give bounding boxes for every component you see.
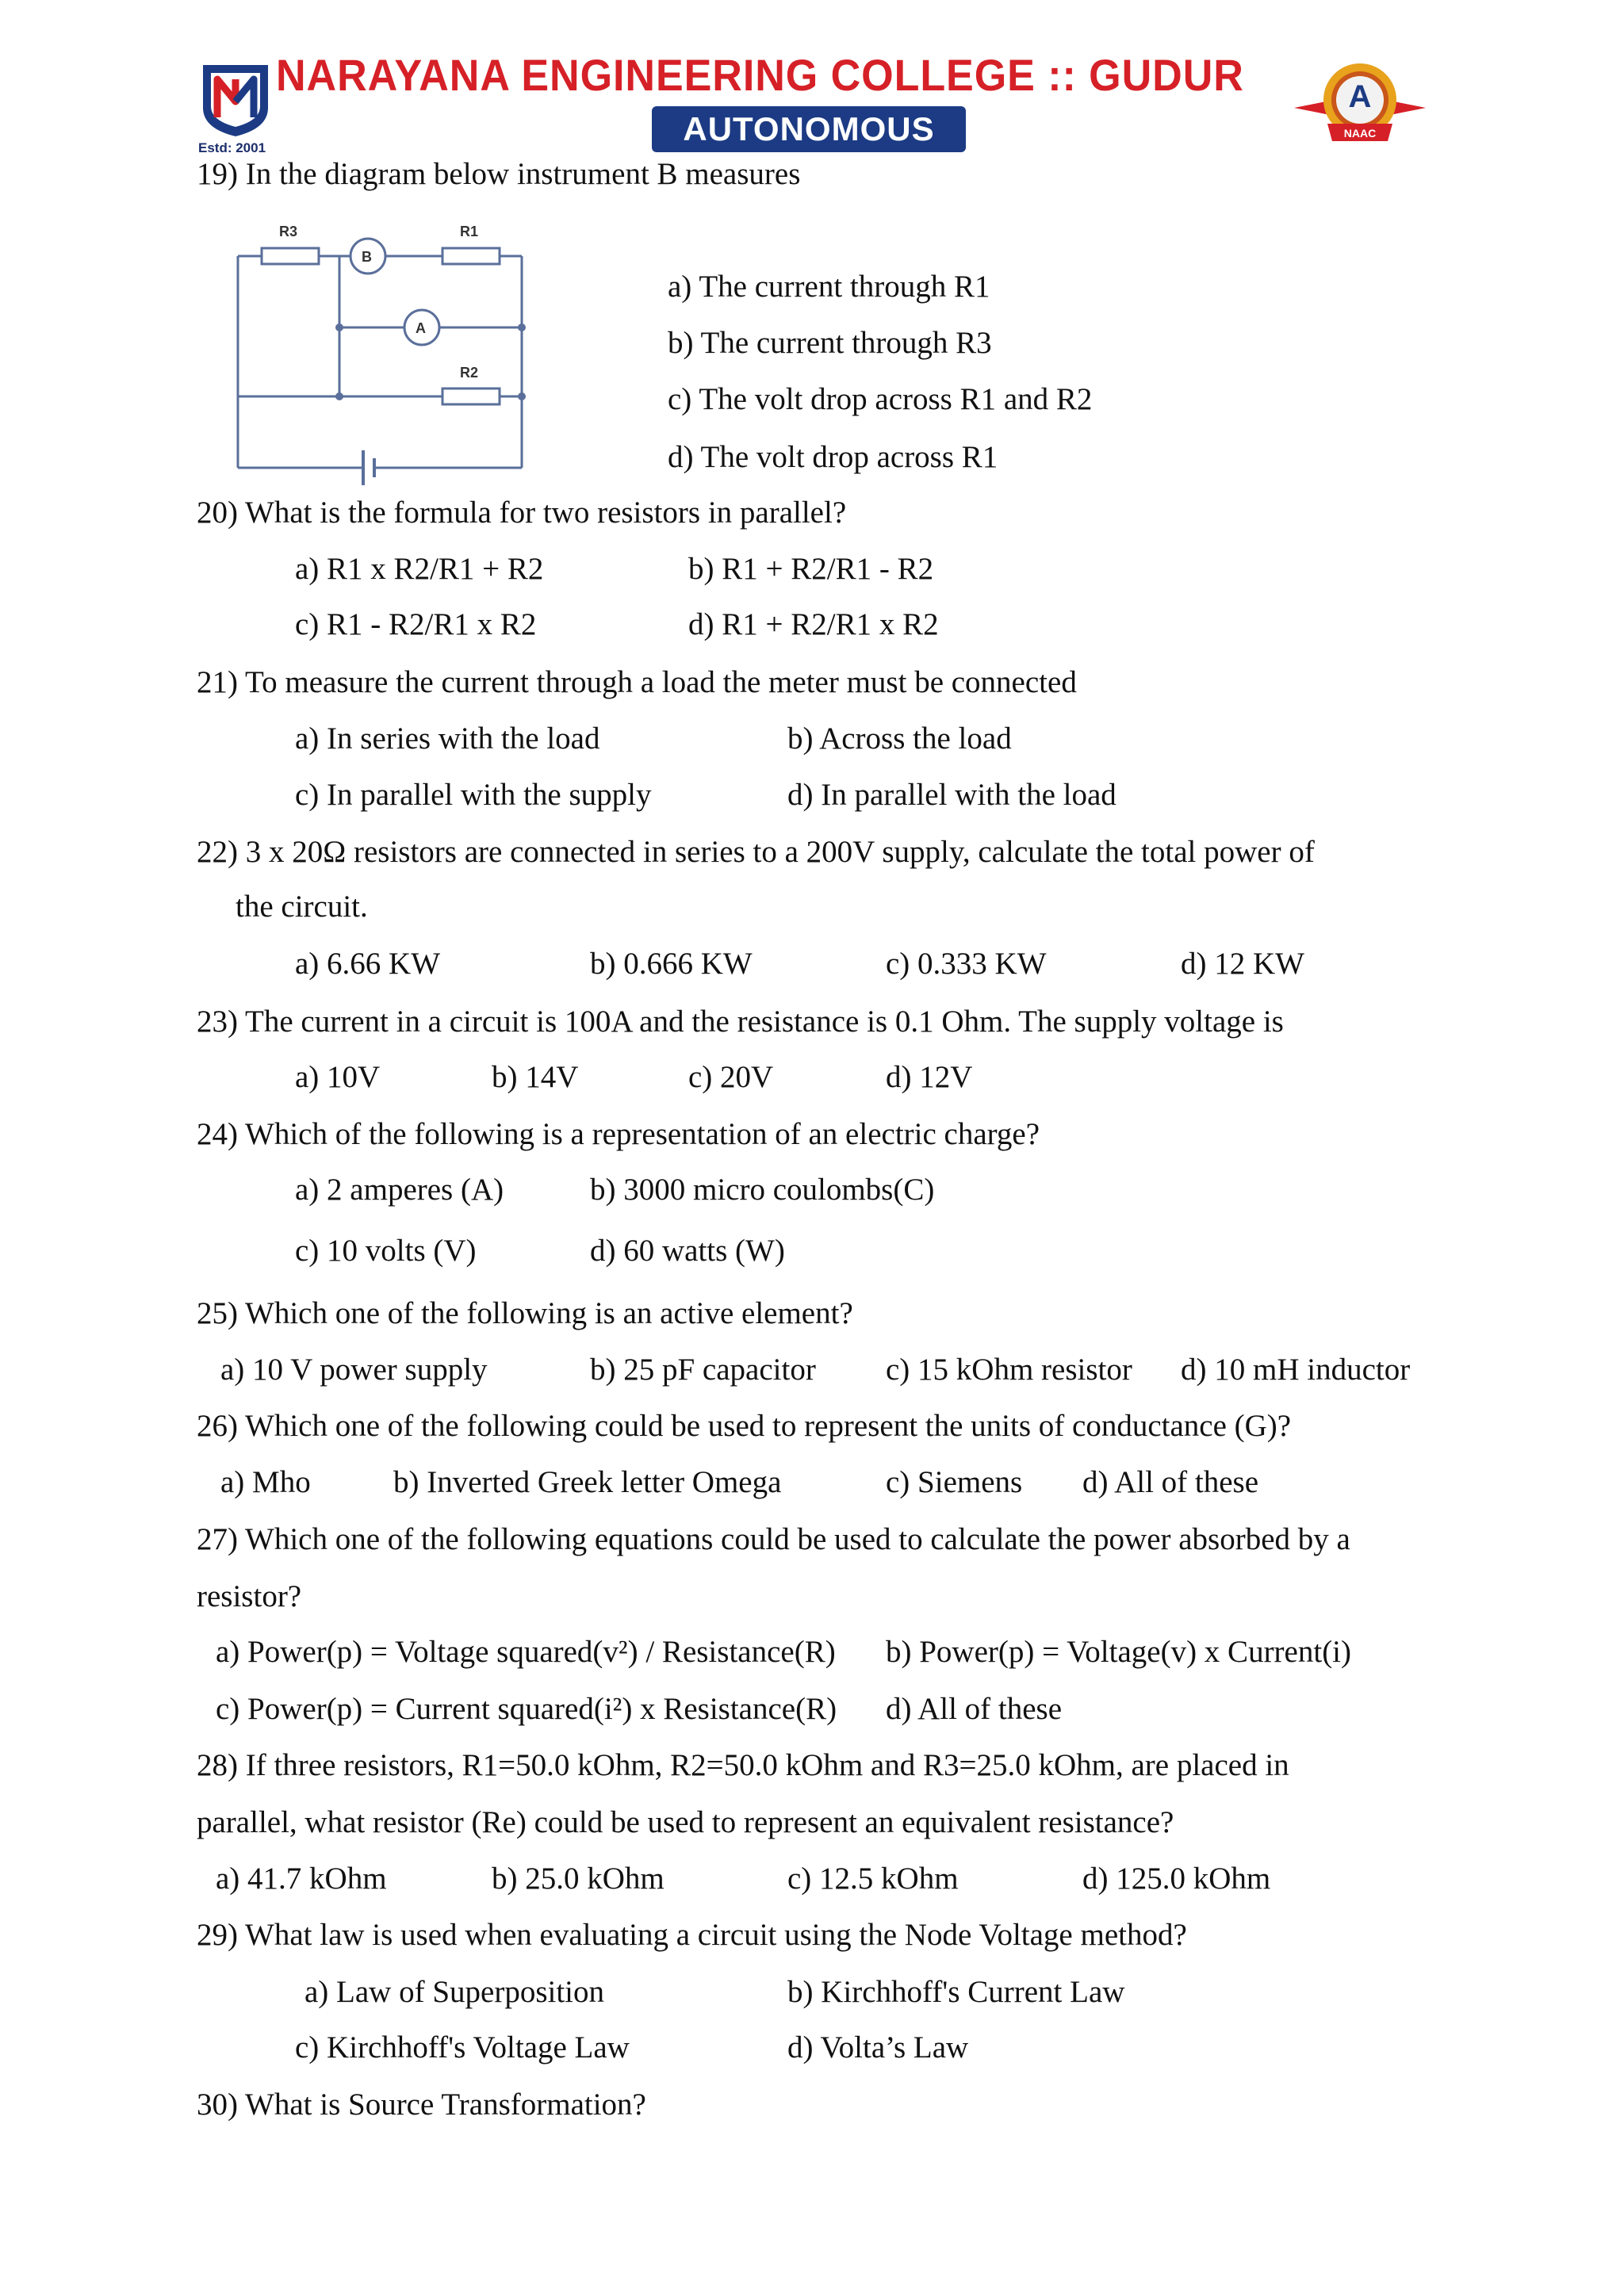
q19-option-a: a) The current through R1: [668, 270, 990, 304]
question-25: 25) Which one of the following is an active element?: [197, 1296, 853, 1330]
college-logo-icon: [200, 62, 271, 138]
naac-grade: A: [1348, 79, 1372, 114]
established-year: Estd: 2001: [198, 140, 266, 155]
q24-option-c: c) 10 volts (V): [295, 1234, 477, 1268]
q29-option-c: c) Kirchhoff's Voltage Law: [295, 2030, 630, 2064]
q21-option-b: b) Across the load: [787, 721, 1012, 756]
q21-option-c: c) In parallel with the supply: [295, 778, 652, 812]
q22-option-d: d) 12 KW: [1181, 947, 1304, 981]
q27-option-a: a) Power(p) = Voltage squared(v²) / Resistance(R): [216, 1635, 836, 1669]
q20-option-a: a) R1 x R2/R1 + R2: [295, 552, 544, 586]
q26-option-c: c) Siemens: [886, 1465, 1023, 1499]
q28-option-b: b) 25.0 kOhm: [492, 1862, 665, 1896]
label-a: A: [416, 320, 426, 336]
q23-option-d: d) 12V: [886, 1060, 973, 1094]
q22-option-b: b) 0.666 KW: [590, 947, 753, 981]
q23-option-b: b) 14V: [492, 1060, 579, 1094]
q28-option-a: a) 41.7 kOhm: [216, 1862, 387, 1896]
college-name: NARAYANA ENGINEERING COLLEGE :: GUDUR: [276, 50, 1244, 100]
q29-option-b: b) Kirchhoff's Current Law: [787, 1975, 1125, 2009]
label-r2: R2: [460, 365, 479, 381]
page-header: [0, 0, 1624, 166]
q19-option-d: d) The volt drop across R1: [668, 440, 998, 474]
question-27-line-2: resistor?: [197, 1579, 302, 1613]
q20-option-c: c) R1 - R2/R1 x R2: [295, 607, 537, 641]
label-r1: R1: [460, 224, 479, 239]
question-26: 26) Which one of the following could be used to represent the units of conductance (G)?: [197, 1409, 1292, 1443]
q26-option-d: d) All of these: [1082, 1465, 1259, 1499]
q25-option-a: a) 10 V power supply: [220, 1353, 488, 1387]
circuit-diagram: [222, 212, 539, 490]
q24-option-d: d) 60 watts (W): [590, 1234, 785, 1268]
q24-option-a: a) 2 amperes (A): [295, 1173, 504, 1207]
q25-option-b: b) 25 pF capacitor: [590, 1353, 816, 1387]
q19-option-b: b) The current through R3: [668, 326, 992, 360]
q21-option-a: a) In series with the load: [295, 721, 600, 756]
label-r3: R3: [279, 224, 298, 239]
question-23: 23) The current in a circuit is 100A and the resistance is 0.1 Ohm. The supply voltage is: [197, 1004, 1284, 1039]
question-22-line-2: the circuit.: [236, 890, 368, 924]
autonomous-badge: AUTONOMOUS: [652, 106, 966, 152]
question-22: 22) 3 x 20Ω resistors are connected in series to a 200V supply, calculate the total power of: [197, 835, 1315, 869]
question-30: 30) What is Source Transformation?: [197, 2087, 646, 2122]
question-19: 19) In the diagram below instrument B measures: [197, 157, 801, 191]
q26-option-a: a) Mho: [220, 1465, 311, 1499]
q27-option-d: d) All of these: [886, 1692, 1063, 1726]
q27-option-c: c) Power(p) = Current squared(i²) x Resistance(R): [216, 1692, 837, 1726]
naac-label: NAAC: [1343, 127, 1377, 140]
question-28-line-2: parallel, what resistor (Re) could be used to represent an equivalent resistance?: [197, 1805, 1174, 1839]
q22-option-c: c) 0.333 KW: [886, 947, 1047, 981]
q27-option-b: b) Power(p) = Voltage(v) x Current(i): [886, 1635, 1351, 1669]
q26-option-b: b) Inverted Greek letter Omega: [393, 1465, 782, 1499]
q28-option-d: d) 125.0 kOhm: [1082, 1862, 1271, 1896]
question-29: 29) What law is used when evaluating a circuit using the Node Voltage method?: [197, 1918, 1187, 1952]
q29-option-a: a) Law of Superposition: [304, 1975, 605, 2009]
question-21: 21) To measure the current through a load the meter must be connected: [197, 665, 1077, 699]
question-28: 28) If three resistors, R1=50.0 kOhm, R2=50.0 kOhm and R3=25.0 kOhm, are placed in: [197, 1748, 1289, 1782]
q21-option-d: d) In parallel with the load: [787, 778, 1116, 812]
q20-option-d: d) R1 + R2/R1 x R2: [688, 607, 939, 641]
question-20: 20) What is the formula for two resistors in parallel?: [197, 496, 847, 530]
q24-option-b: b) 3000 micro coulombs(C): [590, 1173, 935, 1207]
label-b: B: [362, 249, 372, 265]
q25-option-d: d) 10 mH inductor: [1181, 1353, 1411, 1387]
q29-option-d: d) Volta’s Law: [787, 2030, 969, 2064]
question-24: 24) Which of the following is a representation of an electric charge?: [197, 1117, 1040, 1151]
q19-option-c: c) The volt drop across R1 and R2: [668, 382, 1093, 416]
q22-option-a: a) 6.66 KW: [295, 947, 441, 981]
q20-option-b: b) R1 + R2/R1 - R2: [688, 552, 934, 586]
q25-option-c: c) 15 kOhm resistor: [886, 1353, 1132, 1387]
q23-option-c: c) 20V: [688, 1060, 774, 1094]
q23-option-a: a) 10V: [295, 1060, 381, 1094]
q28-option-c: c) 12.5 kOhm: [787, 1862, 959, 1896]
question-27: 27) Which one of the following equations could be used to calculate the power absorbed by a: [197, 1522, 1350, 1556]
